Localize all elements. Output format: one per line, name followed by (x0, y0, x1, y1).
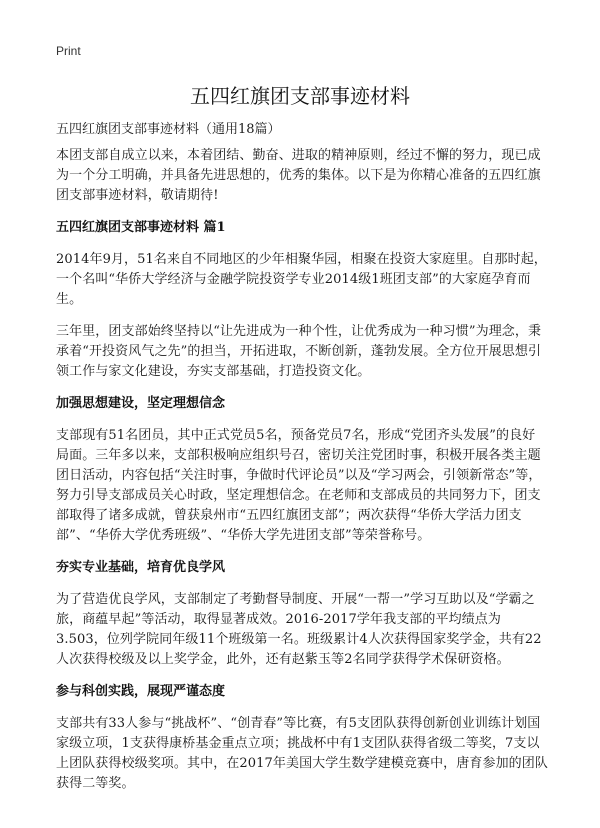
section-heading-academics: 夯实专业基础，培育优良学风 (56, 560, 226, 575)
paragraph-philosophy: 三年里，团支部始终坚持以“让先进成为一种个性，让优秀成为一种习惯”为理念，秉承着“开投资风气之先”的担当，开拓进取，不断创新，蓬勃发展。全方位开展思想引领工作与家文化建设，夯实支部基础，打造投资文化。 (56, 324, 542, 379)
section-heading-innovation: 参与科创实践，展现严谨态度 (56, 684, 226, 699)
document-subtitle: 五四红旗团支部事迹材料（通用18篇） (56, 122, 281, 137)
paragraph-founding: 2014年9月，51名来自不同地区的少年相聚华园，相聚在投资大家庭里。自那时起，一个名叫“华侨大学经济与金融学院投资学专业2014级1班团支部”的大家庭孕育而生。 (56, 252, 547, 307)
page-title: 五四红旗团支部事迹材料 (190, 84, 410, 108)
print-link[interactable]: Print (56, 44, 81, 58)
paragraph-ideology: 支部现有51名团员，其中正式党员5名，预备党员7名，形成“党团齐头发展”的良好局面。三年多以来，支部积极响应组织号召，密切关注党团时事，积极开展各类主题团日活动，内容包括“关注时事，争做时代评论员”以及“学习两会，引领新常态”等，努力引导支部成员关心时政，坚定理想信念。在老师和支部成员的共同努力下，团支部取得了诸多成就，曾获泉州市“五四红旗团支部”；两次获得“华侨大学活力团支部”、“华侨大学优秀班级”、“华侨大学先进团支部”等荣誉称号。 (56, 428, 542, 543)
paragraph-academics: 为了营造优良学风，支部制定了考勤督导制度、开展“一帮一”学习互助以及“学霸之旅，商蕴早起”等活动，取得显著成效。2016-2017学年我支部的平均绩点为3.503，位列学院同年级11个班级第一名。班级累计4人次获得国家奖学金，共有22人次获得校级及以上奖学金，此外，还有赵紫玉等2名同学获得学术保研资格。 (56, 592, 542, 667)
intro-paragraph: 本团支部自成立以来，本着团结、勤奋、进取的精神原则，经过不懈的努力，现已成为一个分工明确，并具备先进思想的，优秀的集体。以下是为你精心准备的五四红旗团支部事迹材料，敬请期待! (56, 148, 541, 203)
section-heading-ideology: 加强思想建设，坚定理想信念 (56, 396, 226, 411)
article-heading: 五四红旗团支部事迹材料 篇1 (56, 220, 226, 235)
paragraph-innovation: 支部共有33人参与“挑战杯”、“创青春”等比赛，有5支团队获得创新创业训练计划国家级立项，1支获得康桥基金重点立项；挑战杯中有1支团队获得省级二等奖，7支以上团队获得校级奖项。其中，在2017年美国大学生数学建模竞赛中，唐育参加的团队获得二等奖。 (56, 716, 548, 791)
article-body (56, 120, 548, 806)
